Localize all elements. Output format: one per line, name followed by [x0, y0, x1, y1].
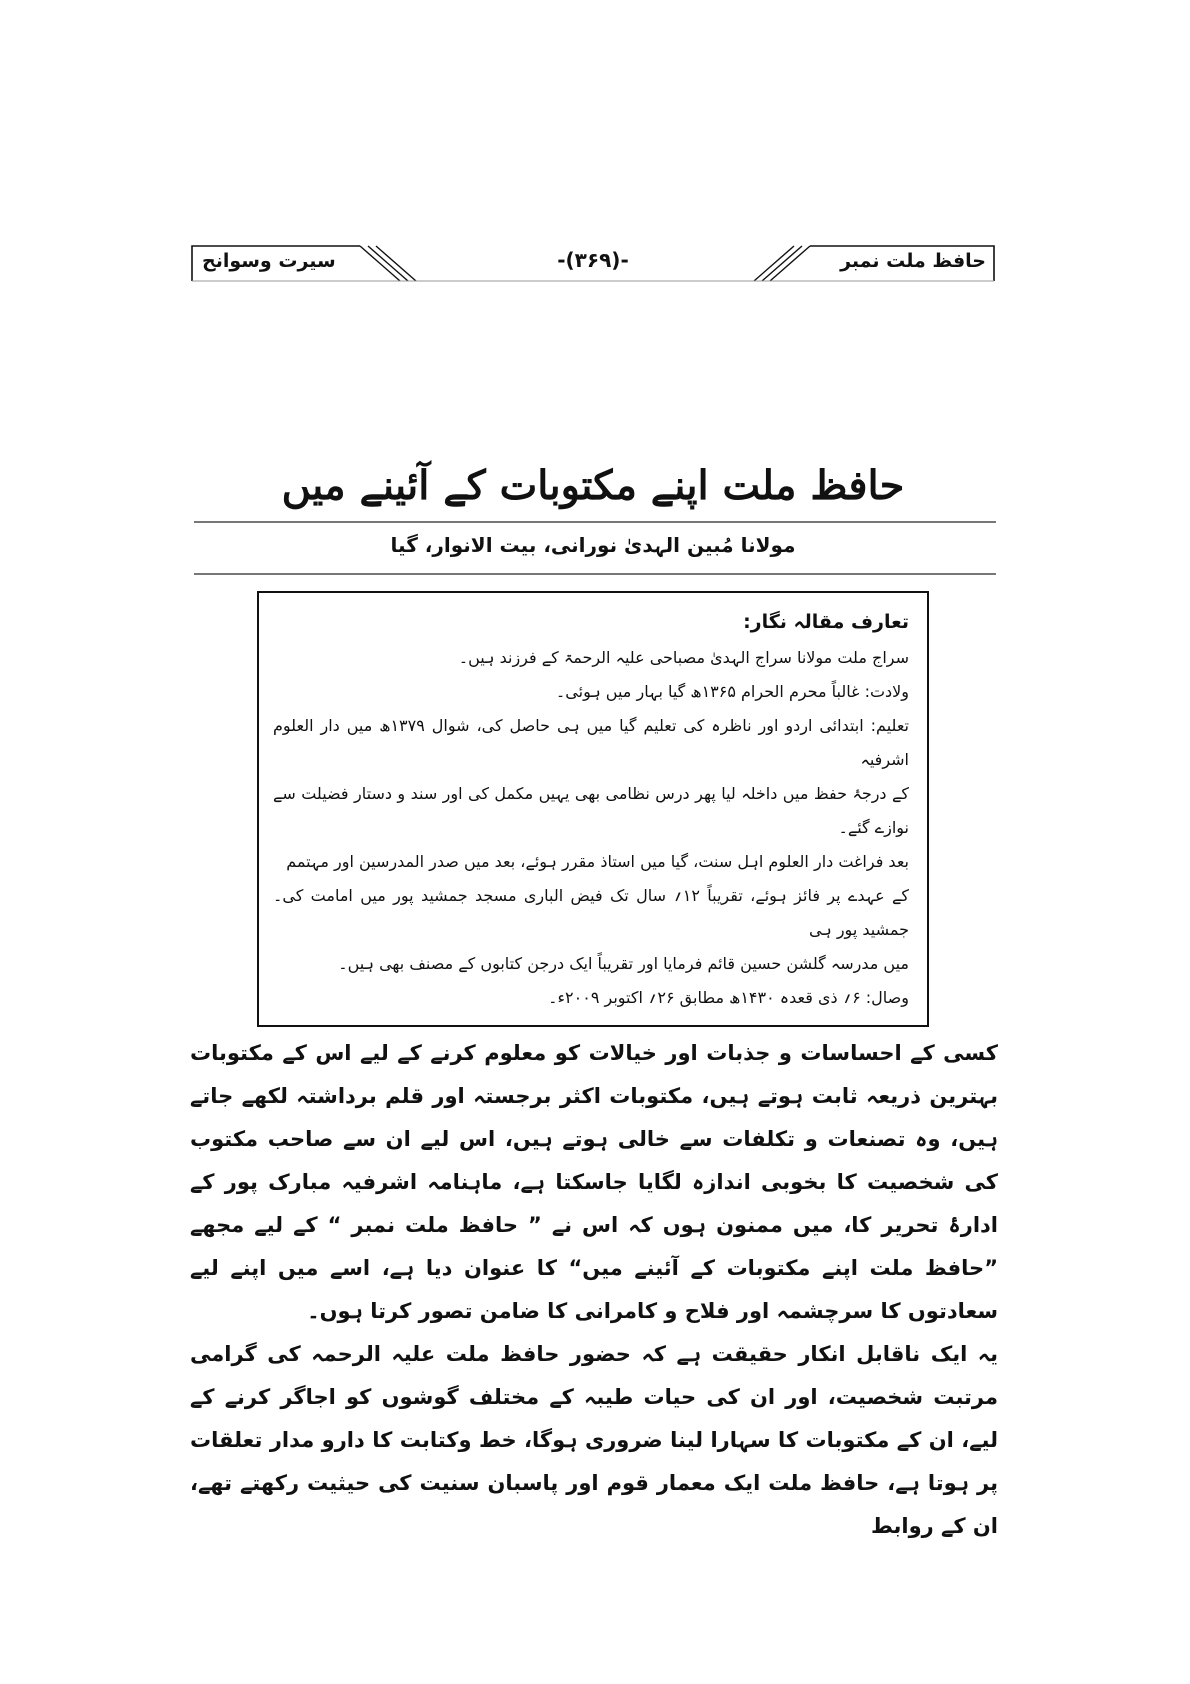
header-section-label: سیرت وسوانح [202, 250, 336, 272]
running-header [190, 244, 996, 282]
body-paragraph: کسی کے احساسات و جذبات اور خیالات کو معلوم کرنے کے لیے اس کے مکتوبات بہترین ذریعہ ثابت ہوتے ہیں، مکتوبات اکثر برجستہ اور قلم برداشتہ لکھے جاتے ہیں، وہ تصنعات و تکلفات سے خالی ہوتے ہیں، اس لیے ان سے صاحب مکتوب کی شخصیت کا بخوبی اندازہ لگایا جاسکتا ہے، ماہنامہ اشرفیہ مبارک پور کے ادارۂ تحریر کا، میں ممنون ہوں کہ اس نے ” حافظ ملت نمبر “ کے لیے مجھے ”حافظ ملت اپنے مکتوبات کے آئینے میں“ کا عنوان دیا ہے، اسے میں اپنے لیے سعادتوں کا سرچشمہ اور فلاح و کامرانی کا ضامن تصور کرتا ہوں۔ [190, 1041, 998, 1323]
bio-line: میں مدرسہ گلشن حسین قائم فرمایا اور تقریباً ایک درجن کتابوں کے مصنف بھی ہیں۔ [338, 954, 909, 973]
header-journal-label: حافظ ملت نمبر [840, 250, 986, 272]
article-body [190, 1032, 998, 1548]
body-paragraph: یہ ایک ناقابل انکار حقیقت ہے کہ حضور حافظ ملت علیہ الرحمہ کی گرامی مرتبت شخصیت، اور ان کی حیات طیبہ کے مختلف گوشوں کو اجاگر کرنے کے لیے، ان کے مکتوبات کا سہارا لینا ضروری ہوگا، خط وکتابت کا دارو مدار تعلقات پر ہوتا ہے، حافظ ملت ایک معمار قوم اور پاسبان سنیت کی حیثیت رکھتے تھے، ان کے روابط [190, 1342, 998, 1538]
page-number: -(۳۶۹)- [557, 248, 629, 272]
author-bio-box [257, 591, 929, 1027]
bio-line: بعد فراغت دار العلوم اہل سنت، گیا میں استاذ مقرر ہوئے، بعد میں صدر المدرسین اور مہتمم [286, 852, 909, 871]
article-title: حافظ ملت اپنے مکتوبات کے آئینے میں [281, 462, 905, 509]
bio-line: ولادت: غالباً محرم الحرام ۱۳۶۵ھ گیا بہار میں ہوئی۔ [555, 682, 909, 701]
bio-line: کے عہدے پر فائز ہوئے، تقریباً ۱۲؍ سال تک فیض الباری مسجد جمشید پور میں امامت کی۔ جمشید پور ہی [273, 886, 910, 939]
bio-line: تعلیم: ابتدائی اردو اور ناظرہ کی تعلیم گیا میں ہی حاصل کی، شوال ۱۳۷۹ھ میں دار العلوم اشرفیہ [273, 716, 909, 769]
title-rule-top [194, 521, 996, 523]
bio-heading: تعارف مقالہ نگار: [743, 611, 909, 633]
title-rule-bottom [194, 573, 996, 575]
bio-line: وصال: ۶؍ ذی قعدہ ۱۴۳۰ھ مطابق ۲۶؍ اکتوبر ۲۰۰۹ء۔ [548, 988, 909, 1007]
bio-line: سراج ملت مولانا سراج الہدیٰ مصباحی علیہ الرحمۃ کے فرزند ہیں۔ [458, 648, 909, 667]
bio-line: کے درجۂ حفظ میں داخلہ لیا پھر درس نظامی بھی یہیں مکمل کی اور سند و دستار فضیلت سے نوازے گئے۔ [273, 784, 909, 837]
article-author: مولانا مُبین الہدیٰ نورانی، بیت الانوار، گیا [390, 533, 796, 557]
